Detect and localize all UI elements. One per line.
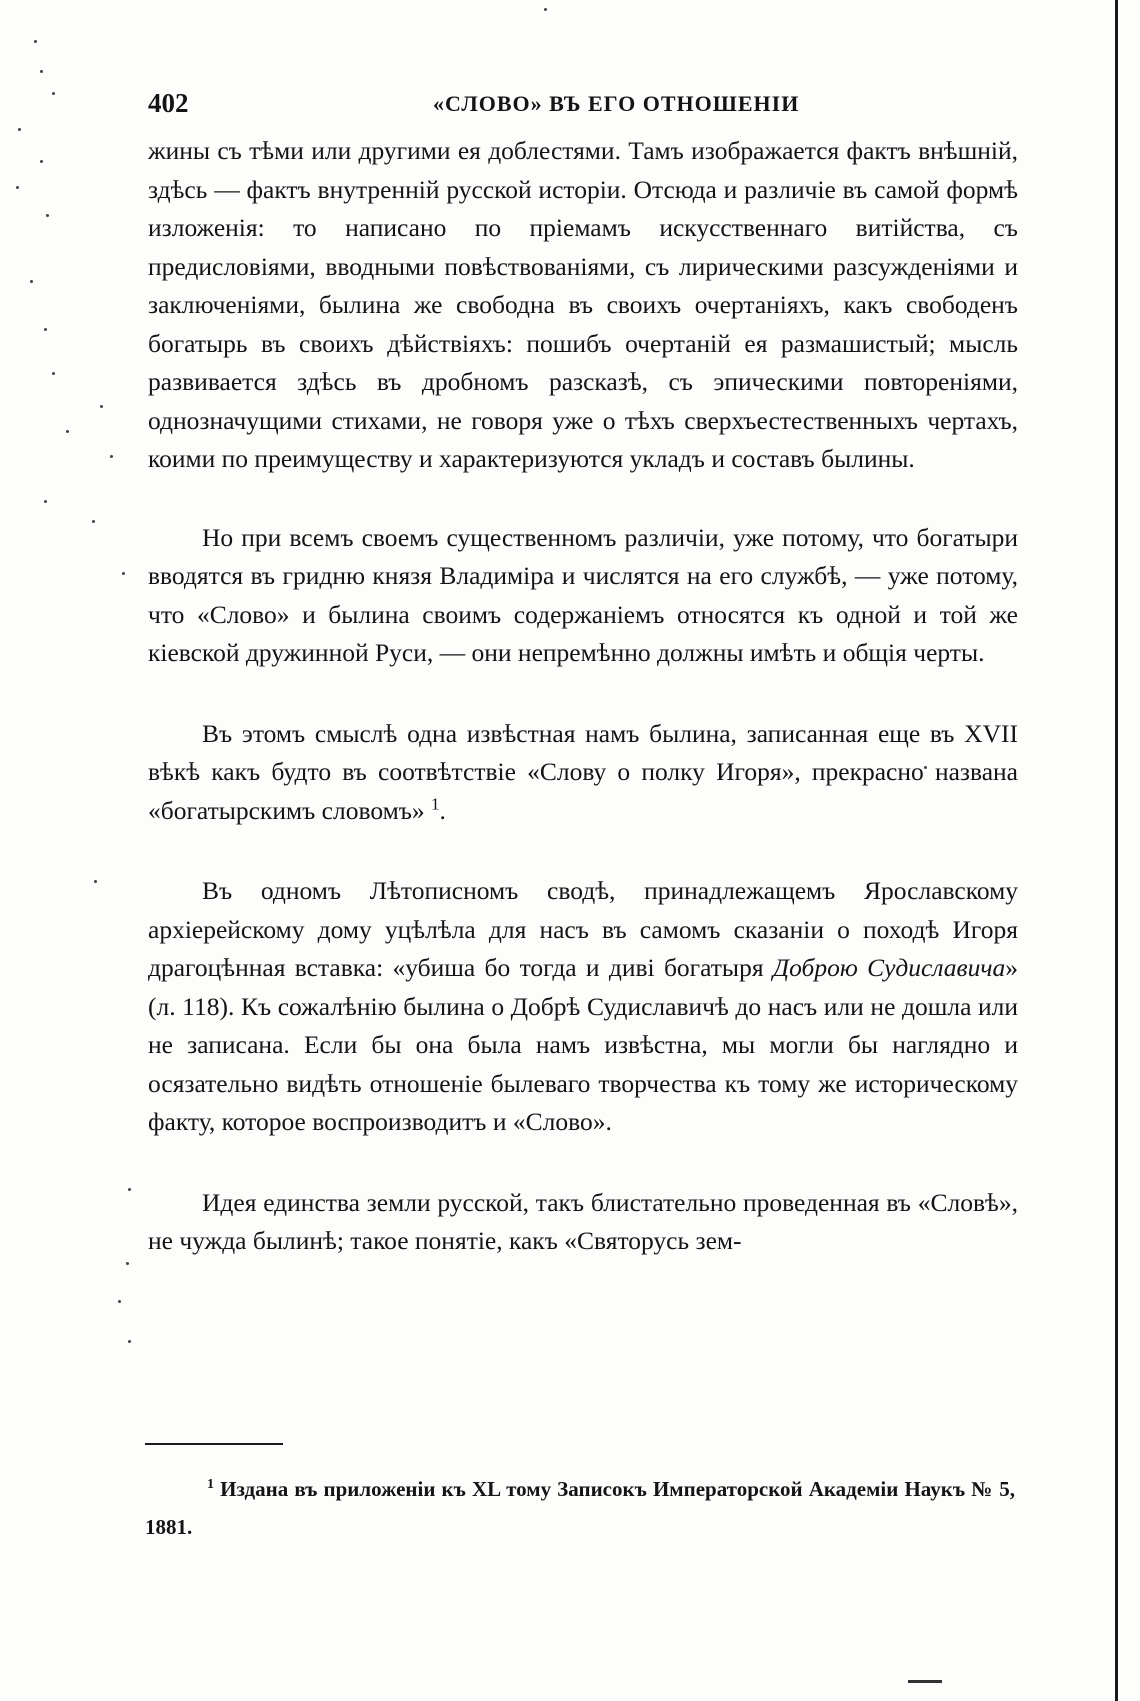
paragraph-3 [148, 715, 1018, 831]
footnote-rule [145, 1443, 283, 1445]
bottom-mark [908, 1680, 942, 1683]
paragraph-3-end: . [439, 795, 446, 825]
page-body [148, 88, 1018, 1261]
footnote-reference: 1 [431, 794, 440, 813]
paragraph-4-after: » (л. 118). Къ сожалѣнію былина о Добрѣ Судиславичѣ до насъ или не дошла или не записана. Если бы она была намъ извѣстна, мы могли бы наглядно и осязательно видѣть отношеніе былеваго творчества къ тому же историческому факту, которое воспроизводитъ и «Слово». [148, 953, 1018, 1136]
paragraph-4-before: Въ одномъ Лѣтописномъ сводѣ, принадлежащемъ Ярославскому архіерейскому дому уцѣлѣла для насъ въ самомъ сказаніи о походѣ Игоря драгоцѣнная вставка: «убиша бо тогда и диві богатыря [148, 876, 1018, 982]
page-number: 402 [148, 88, 189, 118]
footnote-text: Издана въ приложеніи къ XL тому Записокъ Императорской Академіи Наукъ № 5, 1881. [145, 1477, 1015, 1539]
running-title: «СЛОВО» ВЪ ЕГО ОТНОШЕНІИ [433, 91, 800, 116]
running-head [148, 88, 1018, 128]
paragraph-2: Но при всемъ своемъ существенномъ различіи, уже потому, что богатыри вводятся въ гридню князя Владиміра и числятся на его службѣ, — уже потому, что «Слово» и былина своимъ содержаніемъ относятся къ одной и той же кіевской дружинной Руси, — они непремѣнно должны имѣть и общія черты. [148, 522, 1018, 667]
paragraph-4 [148, 872, 1018, 1142]
paragraph-3-text: Въ этомъ смыслѣ одна извѣстная намъ былина, записанная еще въ XVII вѣкѣ какъ будто въ соотвѣтствіе «Слову о полку Игоря», прекрасно названа «богатырскимъ словомъ» [148, 718, 1018, 825]
paragraph-4-italic-name: Доброю Судиславича [772, 953, 1006, 982]
paragraph-5: Идея единства земли русской, такъ блистательно проведенная въ «Словѣ», не чужда былинѣ; такое понятіе, какъ «Святорусь зем- [148, 1187, 1018, 1255]
page-edge-rule [1115, 0, 1118, 1701]
footnote [145, 1466, 1015, 1546]
footnote-marker: 1 [207, 1477, 214, 1492]
paragraph-1: жины съ тѣми или другими ея доблестями. Тамъ изображается фактъ внѣшній, здѣсь — фактъ внутренній русской исторіи. Отсюда и различіе въ самой формѣ изложенія: то написано по пріемамъ искусственнаго витійства, съ предисловіями, вводными повѣствованіями, съ лирическими разсужденіями и заключеніями, былина же свободна въ своихъ очертаніяхъ, какъ свободенъ богатырь въ своихъ дѣйствіяхъ: пошибъ очертаній ея размашистый; мысль развивается здѣсь въ дробномъ разсказѣ, съ эпическими повтореніями, однозначущими стихами, не говоря уже о тѣхъ сверхъестественныхъ чертахъ, коими по преимуществу и характеризуются укладъ и составъ былины. [148, 136, 1018, 473]
